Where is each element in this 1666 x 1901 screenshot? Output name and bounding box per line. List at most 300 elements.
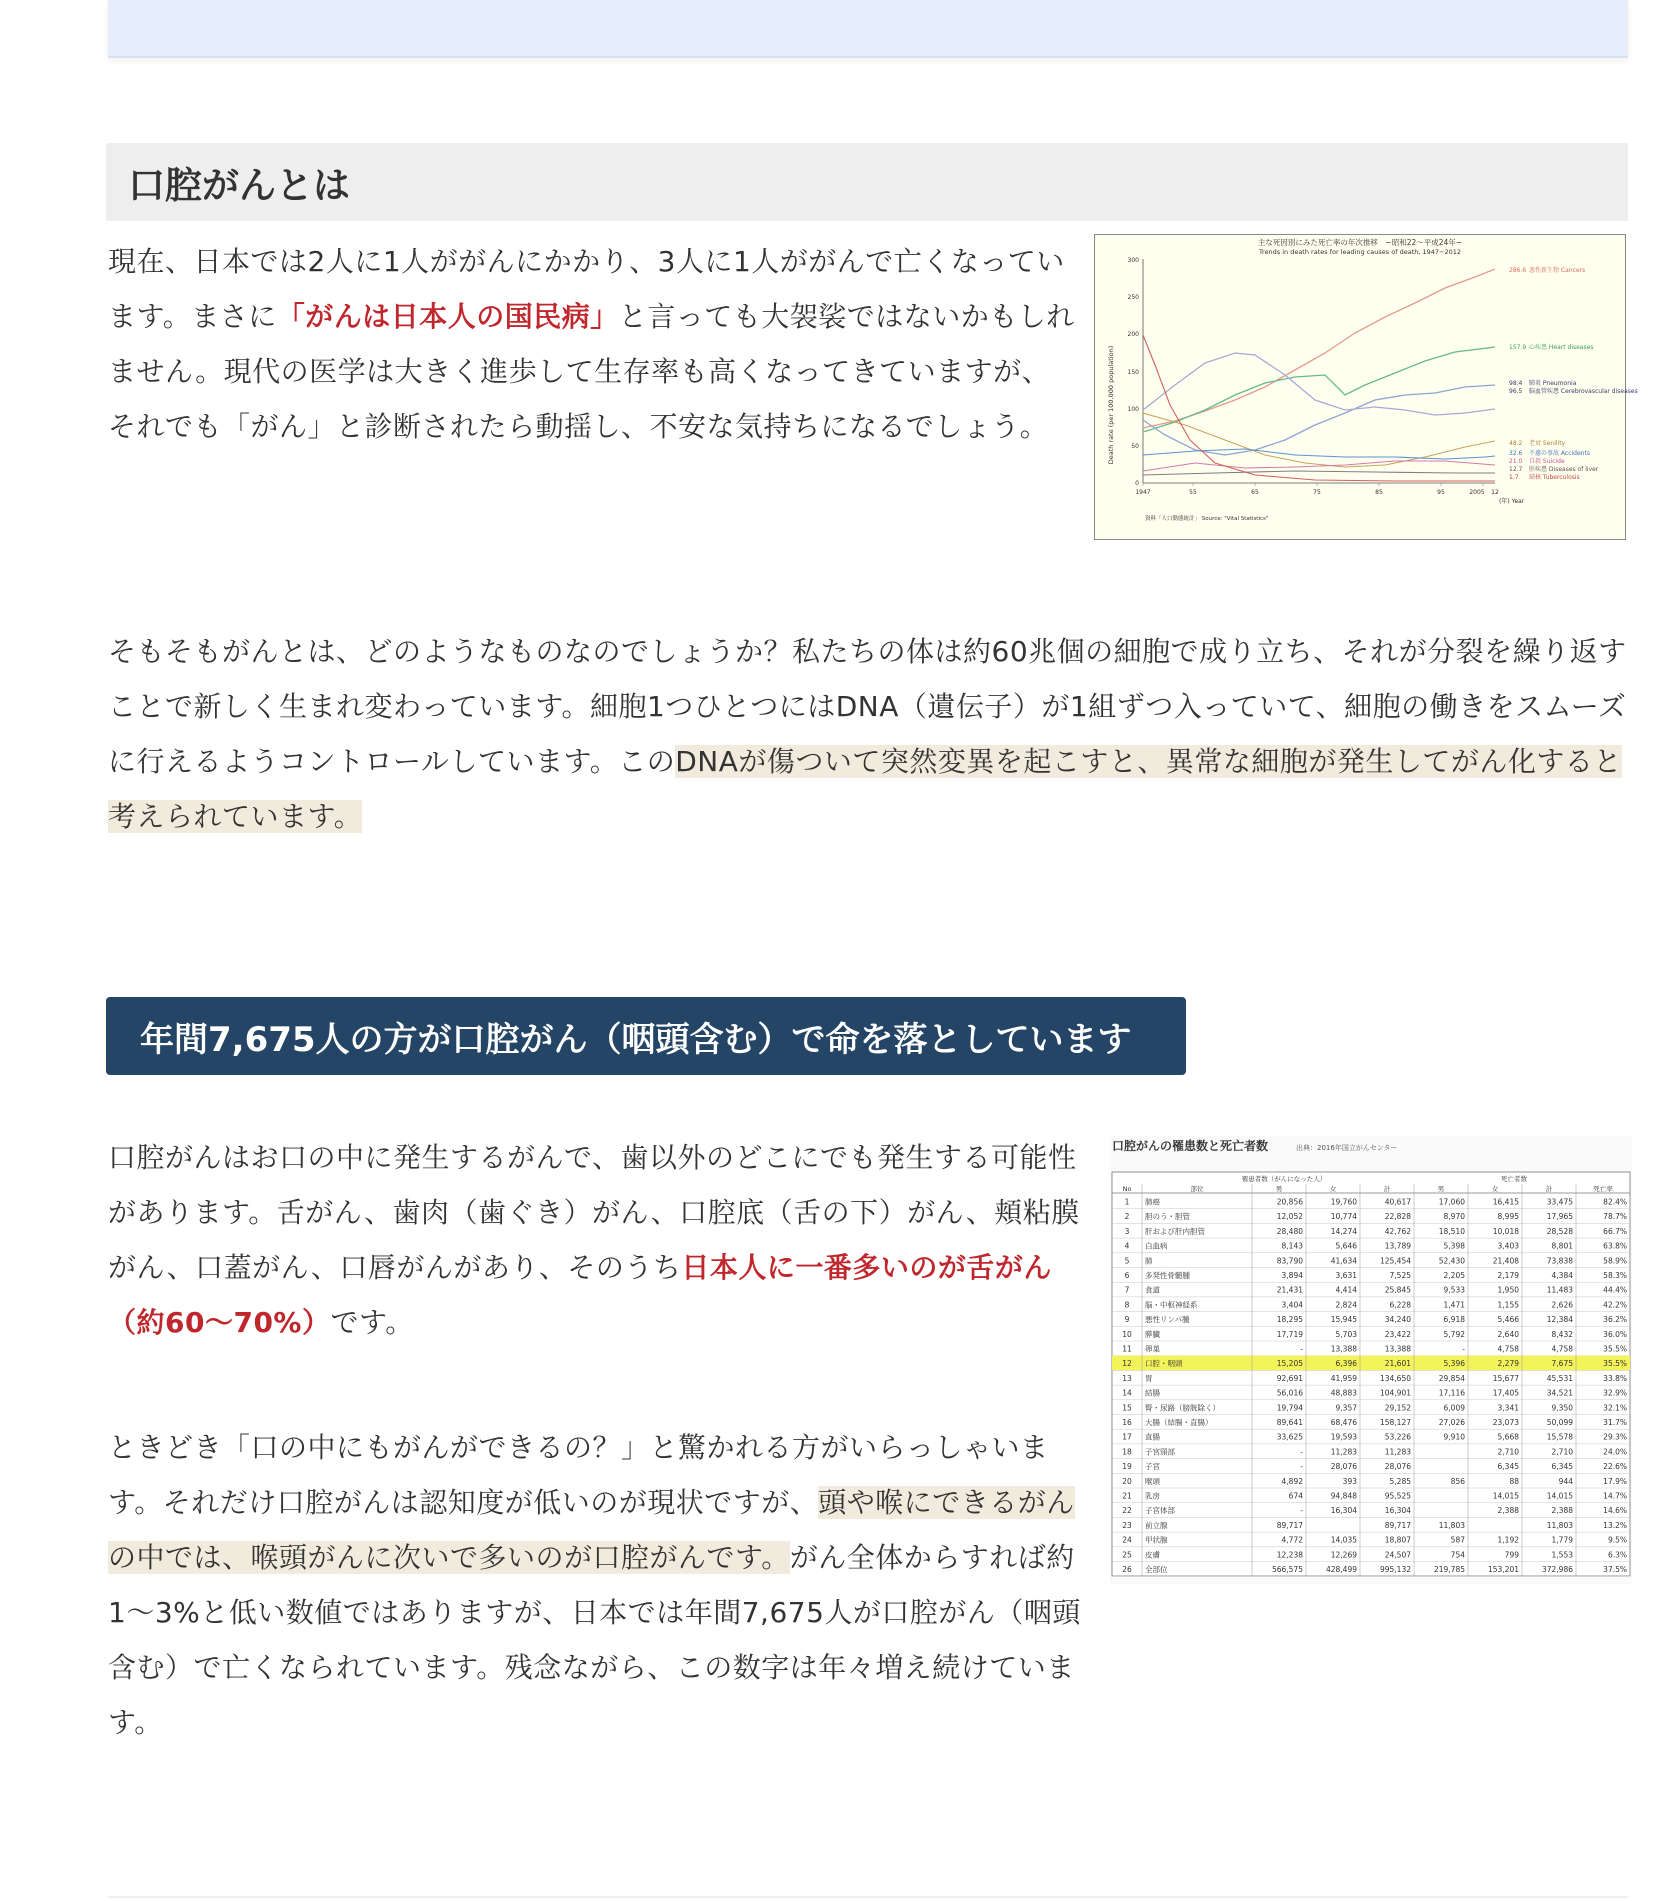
table-cell: 15,677 (1492, 1373, 1519, 1383)
table-cell: 33,625 (1276, 1432, 1303, 1442)
table-cell: 7,525 (1389, 1271, 1411, 1280)
group-deaths-label: 死亡者数 (1501, 1175, 1527, 1183)
table-cell: 82.4% (1603, 1197, 1627, 1207)
table-cell: 7 (1124, 1285, 1130, 1295)
table-cell: 11,803 (1546, 1520, 1573, 1530)
table-cell: 12,052 (1276, 1212, 1303, 1222)
table-cell: 1,950 (1497, 1285, 1519, 1295)
x-tick: 1947 (1135, 489, 1151, 496)
table-cell: 3,894 (1281, 1271, 1303, 1280)
table-cell: 50,099 (1546, 1418, 1573, 1427)
x-tick: 75 (1313, 489, 1321, 496)
y-tick: 300 (1127, 257, 1139, 264)
table-cell: 22.6% (1603, 1462, 1627, 1472)
table-cell: 22,828 (1384, 1212, 1411, 1222)
table-cell: 12 (1122, 1359, 1132, 1369)
table-cell: 5,466 (1497, 1315, 1519, 1325)
table-cell: 45,531 (1546, 1373, 1573, 1383)
table-cell: 26 (1122, 1565, 1132, 1574)
info-box (108, 0, 1628, 58)
table-cell: 219,785 (1433, 1565, 1465, 1574)
x-tick: 95 (1437, 489, 1445, 496)
table-cell: 21,601 (1384, 1359, 1411, 1369)
table-cell: 14,035 (1330, 1535, 1357, 1545)
series-value: 32.6 (1509, 450, 1523, 457)
line-pneumonia (1143, 385, 1495, 455)
table-cell: 23 (1122, 1520, 1132, 1530)
table-cell: - (1462, 1344, 1465, 1354)
table-cell: 53,226 (1384, 1432, 1411, 1442)
table-cell: 2,179 (1497, 1271, 1519, 1280)
table-cell: 22 (1122, 1506, 1132, 1516)
table-cell: 6 (1124, 1271, 1130, 1280)
table-header-cell: 女 (1491, 1185, 1499, 1193)
table-cell: 乳房 (1145, 1491, 1160, 1501)
series-label: 肺炎 Pneumonia (1529, 380, 1577, 387)
table-cell: 2,824 (1335, 1300, 1357, 1310)
table-cell: 8,801 (1551, 1241, 1573, 1251)
table-cell: 甲状腺 (1145, 1535, 1168, 1545)
table-cell: 9,350 (1551, 1403, 1573, 1413)
chart-ylabel: Death rate (per 100,000 population) (1107, 345, 1115, 465)
chart-source: 資料「人口動態統計」 Source: "Vital Statistics" (1145, 516, 1269, 522)
table-cell: 1,553 (1551, 1550, 1573, 1560)
divider (108, 1896, 1628, 1898)
x-tick: 65 (1251, 489, 1259, 496)
table-header-cell: No (1122, 1185, 1132, 1193)
table-cell: 11,283 (1384, 1447, 1411, 1457)
table-cell: 674 (1288, 1491, 1303, 1501)
table-cell: 428,499 (1325, 1565, 1357, 1574)
table-cell: 12,384 (1546, 1315, 1573, 1325)
table-cell: 脳・中枢神経系 (1145, 1300, 1198, 1310)
table-cell: 27,026 (1438, 1418, 1465, 1427)
highlighted-text: DNAが傷ついて突然変異を起こすと、異常な細胞が発生してがん化すると考えられています。 (108, 745, 1622, 833)
table-cell: 14,015 (1492, 1491, 1519, 1501)
table-cell: 3 (1124, 1226, 1130, 1236)
table-cell: 13,388 (1384, 1344, 1411, 1354)
table-cell: 856 (1450, 1476, 1465, 1486)
table-cell: 33.8% (1603, 1373, 1627, 1383)
table-cell: 9,533 (1443, 1285, 1465, 1295)
table-cell: 15,205 (1276, 1359, 1303, 1369)
table-cell: 24.0% (1603, 1447, 1627, 1457)
table-cell: 36.2% (1603, 1315, 1627, 1325)
table-cell: 754 (1450, 1550, 1465, 1560)
table-cell: 66.7% (1603, 1226, 1627, 1236)
year-label: (年) Year (1499, 498, 1525, 505)
table-cell: 153,201 (1487, 1565, 1519, 1574)
table-cell: 9,357 (1335, 1403, 1357, 1413)
table-cell: - (1300, 1447, 1303, 1457)
table-cell: 73,838 (1546, 1256, 1573, 1266)
table-cell: 28,480 (1276, 1226, 1303, 1236)
table-cell: 8,432 (1551, 1329, 1573, 1339)
table-cell: 5,285 (1389, 1476, 1411, 1486)
cancer-incidence-table-figure (1110, 1136, 1632, 1584)
table-cell: 子宮頸部 (1145, 1447, 1175, 1457)
series-value: 157.9 (1509, 344, 1527, 351)
line-suicide (1143, 461, 1495, 471)
table-cell: 88 (1509, 1476, 1519, 1486)
table-cell: - (1300, 1462, 1303, 1472)
table-cell: 158,127 (1379, 1418, 1411, 1427)
table-cell: 372,986 (1541, 1565, 1573, 1574)
series-value: 48.2 (1509, 440, 1523, 447)
table-cell: 6,396 (1335, 1359, 1357, 1369)
series-label: 老衰 Senility (1529, 440, 1566, 447)
table-cell: 4,772 (1281, 1535, 1303, 1545)
table-cell: 32.9% (1603, 1388, 1627, 1398)
table-cell: 4,758 (1551, 1344, 1573, 1354)
table-cell: 13,789 (1384, 1241, 1411, 1251)
table-cell: 2,710 (1497, 1447, 1519, 1457)
table-cell: 11,803 (1438, 1520, 1465, 1530)
y-tick: 250 (1127, 294, 1139, 301)
table-cell: 18,510 (1438, 1226, 1465, 1236)
table-cell: 多発性骨髄腫 (1145, 1271, 1190, 1280)
intro-paragraph: 現在、日本では2人に1人ががんにかかり、3人に1人ががんで亡くなっています。まさに「がんは日本人の国民病」と言っても大袈裟ではないかもしれません。現代の医学は大きく進歩して生存率も高くなってきていますが、それでも「がん」と診断されたら動揺し、不安な気持ちになるでしょう。 (108, 245, 1075, 443)
oral-cancer-types-paragraph: 口腔がんはお口の中に発生するがんで、歯以外のどこにでも発生する可能性があります。舌がん、歯肉（歯ぐき）がん、口腔底（舌の下）がん、頬粘膜がん、口蓋がん、口唇がんがあり、そのうち日本人に一番多いのが舌がん（約60〜70%）です。 (108, 1141, 1080, 1339)
table-cell: 25,845 (1384, 1285, 1411, 1295)
y-tick: 100 (1127, 406, 1139, 413)
table-cell: 2,640 (1497, 1329, 1519, 1339)
table-cell: 125,454 (1379, 1256, 1411, 1266)
table-cell: 5,396 (1443, 1359, 1465, 1369)
table-cell: 44.4% (1603, 1285, 1627, 1295)
table-cell: 膵臓 (1145, 1329, 1160, 1339)
table-header-cell: 女 (1329, 1185, 1337, 1193)
table-cell: 2,388 (1551, 1506, 1573, 1516)
x-tick: 2005 (1469, 489, 1485, 496)
table-cell: 63.8% (1603, 1241, 1627, 1251)
table-cell: 2,710 (1551, 1447, 1573, 1457)
series-value: 1.7 (1509, 474, 1519, 481)
chart-title-jp: 主な死因別にみた死亡率の年次推移 −昭和22〜平成24年− (1257, 238, 1463, 247)
red-emphasis: 「がんは日本人の国民病」 (276, 300, 619, 333)
table-cell: 4,384 (1551, 1271, 1573, 1280)
chart-title-en: Trends in death rates for leading causes of death, 1947−2012 (1258, 248, 1462, 256)
table-cell: 58.3% (1603, 1271, 1627, 1280)
table-cell: 12,238 (1276, 1550, 1303, 1560)
table-source: 出典：2016年国立がんセンター (1296, 1144, 1398, 1152)
table-cell: 29.3% (1603, 1432, 1627, 1442)
table-cell: 全部位 (1145, 1565, 1168, 1574)
table-cell: 6.3% (1607, 1550, 1627, 1560)
table-cell: 肝および肝内胆管 (1145, 1226, 1205, 1236)
table-cell: 33,475 (1546, 1197, 1573, 1207)
table-cell: 18,295 (1276, 1315, 1303, 1325)
table-cell: 11,483 (1546, 1285, 1573, 1295)
table-cell: 36.0% (1603, 1329, 1627, 1339)
table-cell: 18 (1122, 1447, 1132, 1457)
table-cell: 6,918 (1443, 1315, 1465, 1325)
table-cell: 3,631 (1335, 1271, 1357, 1280)
table-cell: 5,646 (1335, 1241, 1357, 1251)
table-cell: 12,269 (1330, 1550, 1357, 1560)
table-cell: 31.7% (1603, 1418, 1627, 1427)
table-cell: 腎・尿路（膀胱除く） (1145, 1403, 1220, 1413)
table-cell: 18,807 (1384, 1535, 1411, 1545)
table-cell: 95,525 (1384, 1491, 1411, 1501)
table-cell: 5,703 (1335, 1329, 1357, 1339)
table-title: 口腔がんの罹患数と死亡者数 (1112, 1139, 1269, 1153)
table-cell: 28,076 (1384, 1462, 1411, 1472)
table-cell: 83,790 (1276, 1256, 1303, 1266)
table-cell: 68,476 (1330, 1418, 1357, 1427)
table-cell: 42.2% (1603, 1300, 1627, 1310)
table-cell: 35.5% (1603, 1359, 1627, 1369)
table-cell: 40,617 (1384, 1197, 1411, 1207)
y-tick: 200 (1127, 331, 1139, 338)
table-cell: 13.2% (1603, 1520, 1627, 1530)
table-cell: 35.5% (1603, 1344, 1627, 1354)
x-tick: 55 (1189, 489, 1197, 496)
table-cell: 20,856 (1276, 1197, 1303, 1207)
table-cell: 17,965 (1546, 1212, 1573, 1222)
table-cell: 2,626 (1551, 1300, 1573, 1310)
table-cell: 23,073 (1492, 1418, 1519, 1427)
series-value: 12.7 (1509, 466, 1523, 473)
table-cell: 前立腺 (1145, 1520, 1168, 1530)
table-cell: 9.5% (1607, 1535, 1627, 1545)
table-cell: 29,854 (1438, 1373, 1465, 1383)
table-cell: 6,228 (1389, 1300, 1411, 1310)
table-cell: 14,274 (1330, 1226, 1357, 1236)
table-cell: 37.5% (1603, 1565, 1627, 1574)
line-heart (1143, 347, 1495, 432)
table-cell: 587 (1450, 1535, 1465, 1545)
series-value: 98.4 (1509, 380, 1523, 387)
table-cell: 9,910 (1443, 1432, 1465, 1442)
highlighted-text: 頭や喉にできるがんの中では、喉頭がんに次いで多いのが口腔がんです。 (108, 1486, 1075, 1574)
table-cell: 直腸 (1145, 1432, 1160, 1442)
table-cell: 子宮 (1145, 1462, 1160, 1472)
table-cell: 34,521 (1546, 1388, 1573, 1398)
table-cell: 17,405 (1492, 1388, 1519, 1398)
table-cell: 944 (1558, 1476, 1573, 1486)
table-cell: 卵巣 (1145, 1344, 1160, 1354)
table-cell: 21,408 (1492, 1256, 1519, 1266)
line-cancers (1143, 269, 1495, 428)
table-cell: 11 (1122, 1344, 1132, 1354)
table-cell: 21 (1122, 1491, 1132, 1501)
series-label: 不慮の事故 Accidents (1529, 450, 1590, 457)
table-cell: 41,634 (1330, 1256, 1357, 1266)
table-cell: 4,892 (1281, 1476, 1303, 1486)
table-cell: 19,760 (1330, 1197, 1357, 1207)
table-header-cell: 計 (1545, 1185, 1553, 1193)
table-cell: 喉頭 (1145, 1476, 1160, 1486)
table-cell: 肺 (1145, 1256, 1153, 1266)
series-label: 肝疾患 Diseases of liver (1529, 466, 1599, 473)
table-cell: 16,304 (1384, 1506, 1411, 1516)
table-cell: 566,575 (1271, 1565, 1303, 1574)
table-cell: 28,528 (1546, 1226, 1573, 1236)
table-cell: 1,155 (1497, 1300, 1519, 1310)
table-cell: 3,404 (1281, 1300, 1303, 1310)
table-cell: 17,060 (1438, 1197, 1465, 1207)
table-cell: 6,345 (1497, 1462, 1519, 1472)
table-cell: 8 (1124, 1300, 1130, 1310)
table-header-cell: 男 (1437, 1185, 1445, 1193)
table-cell: 7,675 (1551, 1359, 1573, 1369)
table-cell: 6,009 (1443, 1403, 1465, 1413)
table-cell: 24 (1122, 1535, 1132, 1545)
table-cell: 4,414 (1335, 1285, 1357, 1295)
table-cell: 8,970 (1443, 1212, 1465, 1222)
table-cell: 5,398 (1443, 1241, 1465, 1251)
table-cell: 3,341 (1497, 1403, 1519, 1413)
table-cell: 1,471 (1443, 1300, 1465, 1310)
table-cell: 10,018 (1492, 1226, 1519, 1236)
section-heading-oral-cancer: 口腔がんとは (106, 143, 1628, 221)
table-cell: 58.9% (1603, 1256, 1627, 1266)
cancer-definition-paragraph: そもそもがんとは、どのようなものなのでしょうか？私たちの体は約60兆個の細胞で成り立ち、それが分裂を繰り返すことで新しく生まれ変わっています。細胞1つひとつにはDNA（遺伝子）が1組ずつ入っていて、細胞の働きをスムーズに行えるようコントロールしています。このDNAが傷ついて突然変異を起こすと、異常な細胞が発生してがん化すると考えられています。 (108, 635, 1627, 833)
table-cell: - (1300, 1506, 1303, 1516)
table-cell: 肺癌 (1145, 1197, 1160, 1207)
table-cell: 皮膚 (1145, 1550, 1160, 1560)
x-tick: 85 (1375, 489, 1383, 496)
table-header-cell: 部位 (1190, 1185, 1204, 1193)
table-cell: 8,143 (1281, 1241, 1303, 1251)
table-cell: 13,388 (1330, 1344, 1357, 1354)
table-cell: 2,388 (1497, 1506, 1519, 1516)
table-cell: 19 (1122, 1462, 1132, 1472)
table-cell: 4 (1124, 1241, 1130, 1251)
table-cell: 大腸（結腸・直腸） (1145, 1418, 1213, 1427)
table-cell: 6,345 (1551, 1462, 1573, 1472)
table-cell: 21,431 (1276, 1285, 1303, 1295)
table-cell: 28,076 (1330, 1462, 1357, 1472)
table-cell: 16,415 (1492, 1197, 1519, 1207)
y-tick: 0 (1135, 480, 1139, 487)
table-cell: 胆のう・胆管 (1145, 1212, 1190, 1222)
table-cell: 25 (1122, 1550, 1132, 1560)
table-cell: 8,995 (1497, 1212, 1519, 1222)
table-cell: 34,240 (1384, 1315, 1411, 1325)
table-cell: 94,848 (1330, 1491, 1357, 1501)
table-cell: 5 (1124, 1256, 1130, 1266)
table-cell: 食道 (1145, 1285, 1160, 1295)
table-header-cell: 男 (1275, 1185, 1283, 1193)
table-cell: 子宮体部 (1145, 1506, 1175, 1516)
series-value: 96.5 (1509, 388, 1523, 395)
table-cell: 白血病 (1145, 1241, 1168, 1251)
group-incidence-label: 罹患者数（がんになった人） (1241, 1175, 1327, 1183)
series-value: 286.6 (1509, 267, 1527, 274)
section-heading-deaths: 年間7,675人の方が口腔がん（咽頭含む）で命を落としています (106, 997, 1186, 1075)
table-cell: 1,779 (1551, 1535, 1573, 1545)
table-cell: 結腸 (1145, 1388, 1160, 1398)
table-cell: 15,578 (1546, 1432, 1573, 1442)
table-cell: 16 (1122, 1418, 1132, 1427)
table-cell: 14,015 (1546, 1491, 1573, 1501)
table-cell: 14.6% (1603, 1506, 1627, 1516)
y-tick: 50 (1131, 443, 1139, 450)
series-label: 悪性新生物 Cancers (1529, 267, 1586, 274)
table-cell: 48,883 (1330, 1388, 1357, 1398)
table-cell: 17 (1122, 1432, 1132, 1442)
series-label: 脳血管疾患 Cerebrovascular diseases (1529, 388, 1638, 395)
table-cell: 41,959 (1330, 1373, 1357, 1383)
table-cell: 92,691 (1276, 1373, 1303, 1383)
table-cell: 3,403 (1497, 1241, 1519, 1251)
table-cell: 134,650 (1379, 1373, 1411, 1383)
series-label: 心疾患 Heart diseases (1529, 344, 1594, 351)
table-cell: 89,717 (1276, 1520, 1303, 1530)
table-cell: 20 (1122, 1476, 1132, 1486)
table-cell: 5,668 (1497, 1432, 1519, 1442)
table-cell: 17,116 (1438, 1388, 1465, 1398)
table-cell: 14.7% (1603, 1491, 1627, 1501)
table-cell: 13 (1122, 1373, 1132, 1383)
table-cell: 995,132 (1379, 1565, 1411, 1574)
table-cell: 5,792 (1443, 1329, 1465, 1339)
series-label: 結核 Tuberculosis (1529, 474, 1580, 481)
table-cell: 1 (1124, 1197, 1130, 1207)
table-cell: 16,304 (1330, 1506, 1357, 1516)
table-cell: 口腔・咽頭 (1145, 1359, 1183, 1369)
x-tick: 12 (1491, 489, 1499, 496)
table-cell: 56,016 (1276, 1388, 1303, 1398)
table-cell: 4,758 (1497, 1344, 1519, 1354)
line-cerebro (1143, 353, 1495, 415)
table-cell: 19,794 (1276, 1403, 1303, 1413)
awareness-paragraph: ときどき「口の中にもがんができるの？」と驚かれる方がいらっしゃいます。それだけ口腔がんは認知度が低いのが現状ですが、頭や喉にできるがんの中では、喉頭がんに次いで多いのが口腔がんです。がん全体からすれば約1〜3%と低い数値ではありますが、日本では年間7,675人が口腔がん（咽頭含む）で亡くなられています。残念ながら、この数字は年々増え続けています。 (108, 1431, 1081, 1739)
death-rate-trend-chart (1094, 234, 1638, 540)
table-cell: 89,641 (1276, 1418, 1303, 1427)
table-cell: 393 (1342, 1476, 1357, 1486)
line-accidents (1143, 449, 1495, 459)
table-cell: 15 (1122, 1403, 1132, 1413)
table-cell: 2,205 (1443, 1271, 1465, 1280)
table-cell: 32.1% (1603, 1403, 1627, 1413)
table-cell: 799 (1504, 1550, 1519, 1560)
table-cell: 19,593 (1330, 1432, 1357, 1442)
table-cell: 17.9% (1603, 1476, 1627, 1486)
table-cell: 1,192 (1497, 1535, 1519, 1545)
table-cell: 胃 (1145, 1373, 1153, 1383)
table-header-cell: 計 (1383, 1185, 1391, 1193)
table-cell: 104,901 (1379, 1388, 1411, 1398)
table-cell: 11,283 (1330, 1447, 1357, 1457)
series-label: 自殺 Suicide (1529, 458, 1565, 465)
series-value: 21.0 (1509, 458, 1523, 465)
table-cell: 2,279 (1497, 1359, 1519, 1369)
table-header-cell: 死亡率 (1593, 1185, 1613, 1193)
table-cell: 52,430 (1438, 1256, 1465, 1266)
table-cell: 15,945 (1330, 1315, 1357, 1325)
table-cell: 89,717 (1384, 1520, 1411, 1530)
table-cell: 78.7% (1603, 1212, 1627, 1222)
table-cell: - (1300, 1344, 1303, 1354)
table-cell: 17,719 (1276, 1329, 1303, 1339)
table-cell: 42,762 (1384, 1226, 1411, 1236)
table-cell: 29,152 (1384, 1403, 1411, 1413)
table-cell: 9 (1124, 1315, 1130, 1325)
y-tick: 150 (1127, 369, 1139, 376)
table-cell: 10 (1122, 1329, 1132, 1339)
table-cell: 10,774 (1330, 1212, 1357, 1222)
table-cell: 悪性リンパ腫 (1145, 1315, 1190, 1325)
red-emphasis: 日本人に一番多いのが舌がん（約60〜70%） (108, 1251, 1052, 1339)
line-liver (1143, 471, 1495, 475)
table-cell: 23,422 (1384, 1329, 1411, 1339)
table-cell: 24,507 (1384, 1550, 1411, 1560)
table-cell: 14 (1122, 1388, 1132, 1398)
table-cell: 2 (1124, 1212, 1130, 1222)
